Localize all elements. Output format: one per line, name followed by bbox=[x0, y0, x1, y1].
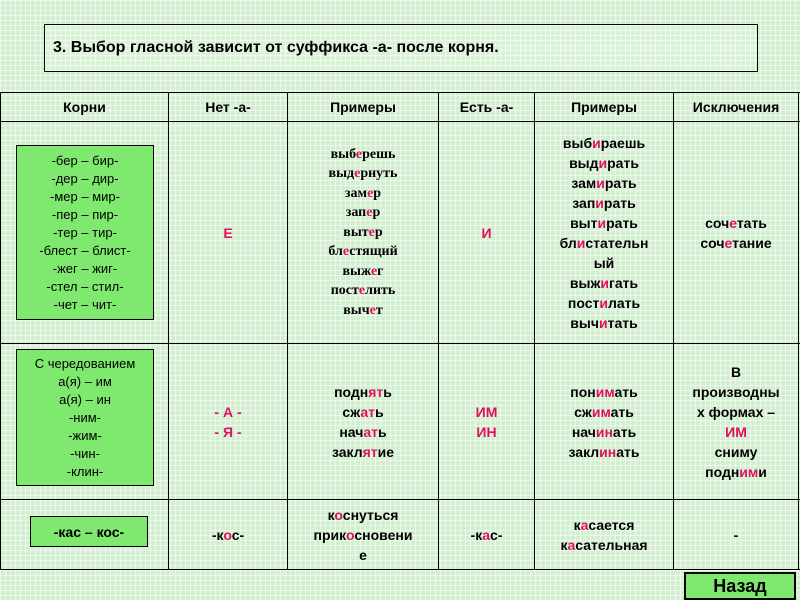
example-word: прикосновени bbox=[313, 526, 413, 543]
root-pair: -тер – тир- bbox=[53, 224, 117, 240]
exception-word: сниму bbox=[714, 443, 758, 460]
example-word: постилать bbox=[567, 294, 641, 311]
examples-has-a bbox=[535, 122, 673, 343]
back-button-label: Назад bbox=[713, 575, 767, 596]
example-word: вытирать bbox=[570, 214, 638, 231]
root-has-a bbox=[439, 500, 534, 569]
table-line bbox=[0, 569, 800, 570]
examples-no-a bbox=[288, 500, 438, 569]
example-word: вытер bbox=[343, 224, 383, 240]
exception-word: В bbox=[730, 363, 742, 380]
root-form: -кос- bbox=[211, 526, 245, 543]
root-pair: -блест – блист- bbox=[39, 242, 131, 258]
exceptions bbox=[674, 344, 798, 499]
example-word: поднять bbox=[334, 383, 392, 400]
exception-word: сочетать bbox=[705, 214, 767, 231]
example-word: блистательн bbox=[559, 234, 649, 251]
example-word: замер bbox=[344, 185, 382, 201]
root-pair: -жим- bbox=[68, 427, 102, 443]
root-pair: -бер – бир- bbox=[51, 152, 119, 168]
root-pair: -клин- bbox=[66, 463, 104, 479]
root-no-a bbox=[169, 500, 287, 569]
example-word: выдернуть bbox=[328, 166, 398, 182]
root-pair: -кас – кос- bbox=[53, 523, 125, 540]
exceptions bbox=[674, 122, 798, 343]
header-has-a: Есть -а- bbox=[459, 99, 514, 115]
roots-box bbox=[30, 516, 148, 547]
exception-word: ИМ bbox=[725, 423, 747, 440]
example-word: заклятие bbox=[331, 443, 395, 460]
root-pair: С чередованием bbox=[34, 355, 136, 371]
roots-box bbox=[16, 349, 154, 486]
vowel-no-a: Е bbox=[223, 224, 233, 241]
example-word: выжег bbox=[342, 263, 384, 279]
example-word: вычет bbox=[343, 302, 383, 318]
table-line bbox=[0, 92, 1, 569]
example-word: касательная bbox=[560, 536, 648, 553]
root-pair: а(я) – ин bbox=[59, 391, 111, 407]
vowel-option: ИН bbox=[476, 423, 497, 440]
example-word: е bbox=[359, 546, 367, 563]
examples-no-a bbox=[288, 344, 438, 499]
examples-no-a bbox=[288, 122, 438, 343]
example-word: начинать bbox=[571, 423, 637, 440]
header-examples-has-a: Примеры bbox=[571, 99, 637, 115]
example-word: ый bbox=[593, 254, 615, 271]
root-pair: -ним- bbox=[68, 409, 102, 425]
header-roots: Корни bbox=[63, 99, 106, 115]
vowel-no-a bbox=[169, 344, 287, 499]
root-pair: -жег – жиг- bbox=[52, 260, 118, 276]
example-word: замирать bbox=[571, 174, 637, 191]
example-word: выберешь bbox=[330, 146, 396, 162]
vowel-option: - Я - bbox=[214, 423, 242, 440]
root-form: -кас- bbox=[470, 526, 503, 543]
example-word: запирать bbox=[572, 194, 636, 211]
root-pair: -стел – стил- bbox=[46, 278, 124, 294]
example-word: выдирать bbox=[569, 154, 639, 171]
root-pair: а(я) – им bbox=[58, 373, 112, 389]
example-word: выбираешь bbox=[562, 134, 646, 151]
example-word: коснуться bbox=[327, 506, 399, 523]
example-word: начать bbox=[339, 423, 387, 440]
root-pair: -мер – мир- bbox=[50, 188, 120, 204]
exception-word: х формах – bbox=[696, 403, 776, 420]
example-word: заклинать bbox=[568, 443, 640, 460]
vowel-option: ИМ bbox=[475, 403, 498, 420]
root-pair: -дер – дир- bbox=[51, 170, 119, 186]
vowel-has-a bbox=[439, 344, 534, 499]
examples-has-a bbox=[535, 500, 673, 569]
example-word: блестящий bbox=[328, 244, 398, 260]
exception-word: подними bbox=[705, 463, 767, 480]
examples-has-a bbox=[535, 344, 673, 499]
root-pair: -чет – чит- bbox=[53, 296, 117, 312]
table-line bbox=[798, 92, 799, 569]
page-title bbox=[44, 24, 758, 72]
example-word: сжать bbox=[342, 403, 384, 420]
exceptions: - bbox=[733, 526, 739, 543]
vowel-option: - А - bbox=[214, 403, 242, 420]
back-button[interactable] bbox=[684, 572, 796, 600]
example-word: сжимать bbox=[574, 403, 634, 420]
example-word: постелить bbox=[330, 283, 396, 299]
example-word: выжигать bbox=[569, 274, 639, 291]
example-word: вычитать bbox=[570, 314, 638, 331]
header-exceptions: Исключения bbox=[692, 99, 780, 115]
exception-word: производны bbox=[692, 383, 780, 400]
roots-box bbox=[16, 145, 154, 320]
example-word: касается bbox=[573, 516, 635, 533]
vowel-has-a: И bbox=[481, 224, 492, 241]
example-word: запер bbox=[345, 205, 381, 221]
header-no-a: Нет -а- bbox=[205, 99, 251, 115]
exception-word: сочетание bbox=[700, 234, 772, 251]
title-text: 3. Выбор гласной зависит от суффикса -а- после корня. bbox=[53, 39, 499, 56]
example-word: понимать bbox=[570, 383, 638, 400]
root-pair: -чин- bbox=[70, 445, 100, 461]
root-pair: -пер – пир- bbox=[51, 206, 119, 222]
header-examples-no-a: Примеры bbox=[330, 99, 396, 115]
